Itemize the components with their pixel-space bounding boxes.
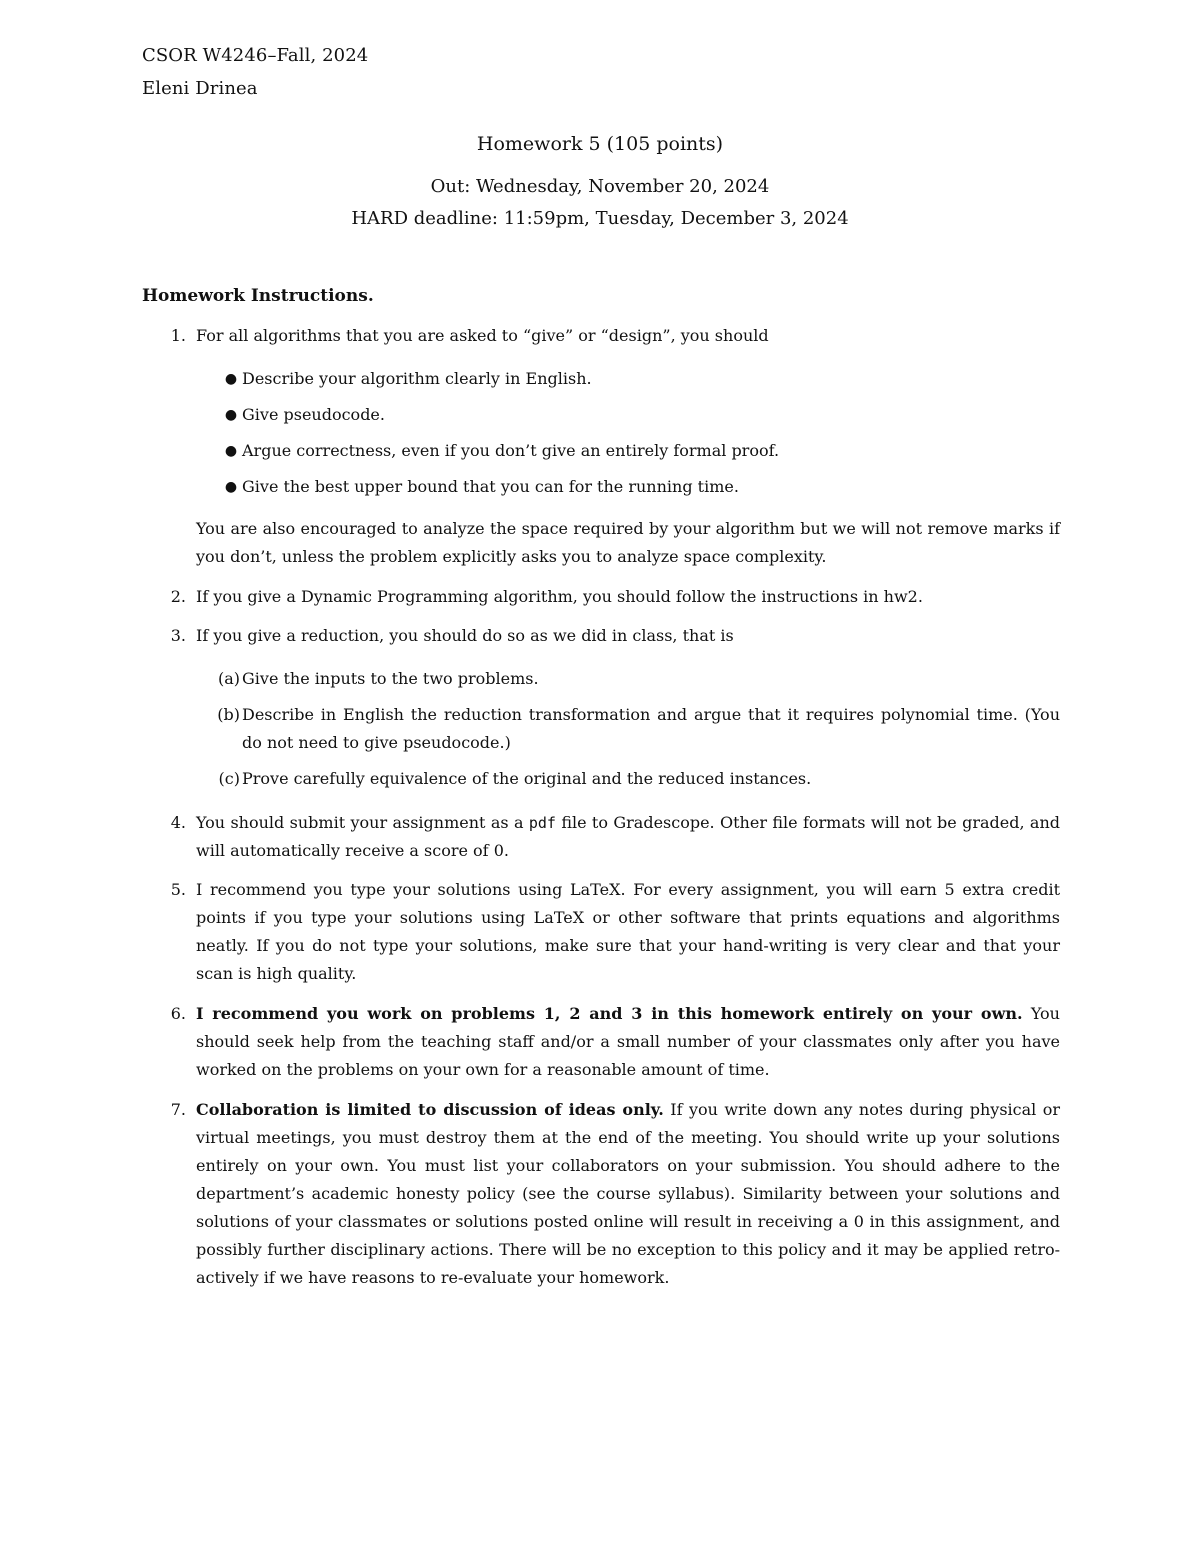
item-text: If you give a reduction, you should do so as we did in class, that is bbox=[196, 626, 734, 645]
item-text: If you give a Dynamic Programming algorithm, you should follow the instructions in hw2. bbox=[196, 587, 923, 606]
instructions-heading: Homework Instructions. bbox=[142, 286, 374, 306]
sub-item bbox=[142, 765, 1060, 793]
sub-item bbox=[142, 701, 1060, 757]
item-number: 4. bbox=[170, 813, 186, 832]
instruction-item-5 bbox=[142, 876, 1060, 988]
instruction-item-2 bbox=[142, 583, 1060, 611]
bullet-item bbox=[142, 473, 1060, 501]
item-number: 2. bbox=[170, 587, 186, 606]
item-text bbox=[196, 809, 1060, 865]
deadline: HARD deadline: 11:59pm, Tuesday, December 3, 2024 bbox=[351, 208, 849, 229]
item-bold-lead: Collaboration is limited to discussion of ideas only. bbox=[196, 1100, 664, 1119]
bullet-text: Give the best upper bound that you can for the running time. bbox=[242, 477, 739, 496]
sub-item bbox=[142, 665, 1060, 693]
item-text: I recommend you type your solutions using LaTeX. For every assignment, you will earn 5 extra credit points if you type your solutions using LaTeX or other software that prints equations and algorithms neatly. If you do not type your solutions, make sure that your hand-writing is very clear and that your scan is high quality. bbox=[196, 880, 1060, 983]
bullet-text: Describe your algorithm clearly in English. bbox=[242, 369, 592, 388]
instructor-name: Eleni Drinea bbox=[142, 78, 258, 99]
release-date: Out: Wednesday, November 20, 2024 bbox=[430, 176, 770, 197]
bullet-item bbox=[142, 365, 1060, 393]
item-text bbox=[196, 1096, 1060, 1292]
item-number: 7. bbox=[170, 1100, 186, 1119]
bullet-icon: ● bbox=[224, 479, 238, 495]
item-text-rest: If you write down any notes during physical or virtual meetings, you must destroy them at the end of the meeting. You should write up your solutions entirely on your own. You must list your collaborators on your submission. You should adhere to the department’s academic honesty policy (see the course syllabus). Similarity between your solutions and solutions of your classmates or solutions posted online will result in receiving a 0 in this assignment, and possibly further disciplinary actions. There will be no exception to this policy and it may be applied retro-actively if we have reasons to re-evaluate your homework. bbox=[196, 1100, 1060, 1287]
instruction-item-3 bbox=[142, 622, 1060, 650]
item-text bbox=[196, 1000, 1060, 1084]
bullet-text: Argue correctness, even if you don’t give an entirely formal proof. bbox=[242, 441, 780, 460]
course-label: CSOR W4246–Fall, 2024 bbox=[142, 45, 369, 66]
sub-item-marker: (b) bbox=[217, 705, 240, 724]
sub-item-marker: (c) bbox=[218, 769, 240, 788]
bullet-icon: ● bbox=[224, 443, 238, 459]
instruction-item-7 bbox=[142, 1096, 1060, 1292]
instruction-note bbox=[142, 515, 1060, 571]
item-text: For all algorithms that you are asked to “give” or “design”, you should bbox=[196, 326, 769, 345]
sub-item-text: Describe in English the reduction transformation and argue that it requires polynomial time. (You do not need to give pseudocode.) bbox=[242, 705, 1060, 752]
sub-item-text: Give the inputs to the two problems. bbox=[242, 669, 539, 688]
item-text-rest: You should seek help from the teaching staff and/or a small number of your classmates only after you have worked on the problems on your own for a reasonable amount of time. bbox=[196, 1004, 1060, 1079]
note-text: You are also encouraged to analyze the space required by your algorithm but we will not remove marks if you don’t, unless the problem explicitly asks you to analyze space complexity. bbox=[196, 519, 1060, 566]
bullet-item bbox=[142, 437, 1060, 465]
item-number: 1. bbox=[170, 326, 186, 345]
bullet-icon: ● bbox=[224, 371, 238, 387]
sub-item-text: Prove carefully equivalence of the original and the reduced instances. bbox=[242, 769, 812, 788]
instruction-item-4 bbox=[142, 809, 1060, 865]
item-bold-lead: I recommend you work on problems 1, 2 and 3 in this homework entirely on your own. bbox=[196, 1004, 1023, 1023]
instruction-item-1 bbox=[142, 322, 1060, 350]
instruction-item-6 bbox=[142, 1000, 1060, 1084]
bullet-text: Give pseudocode. bbox=[242, 405, 385, 424]
homework-title: Homework 5 (105 points) bbox=[476, 133, 724, 155]
item-text-pre: You should submit your assignment as a bbox=[196, 813, 529, 832]
pdf-keyword: pdf bbox=[528, 814, 556, 832]
sub-item-marker: (a) bbox=[217, 669, 240, 688]
bullet-item bbox=[142, 401, 1060, 429]
item-text-post: file to Gradescope. Other file formats will not be graded, and will automatically receive a score of 0. bbox=[196, 813, 1060, 860]
item-number: 3. bbox=[170, 626, 186, 645]
bullet-icon: ● bbox=[224, 407, 238, 423]
item-number: 6. bbox=[170, 1004, 186, 1023]
item-number: 5. bbox=[170, 880, 186, 899]
